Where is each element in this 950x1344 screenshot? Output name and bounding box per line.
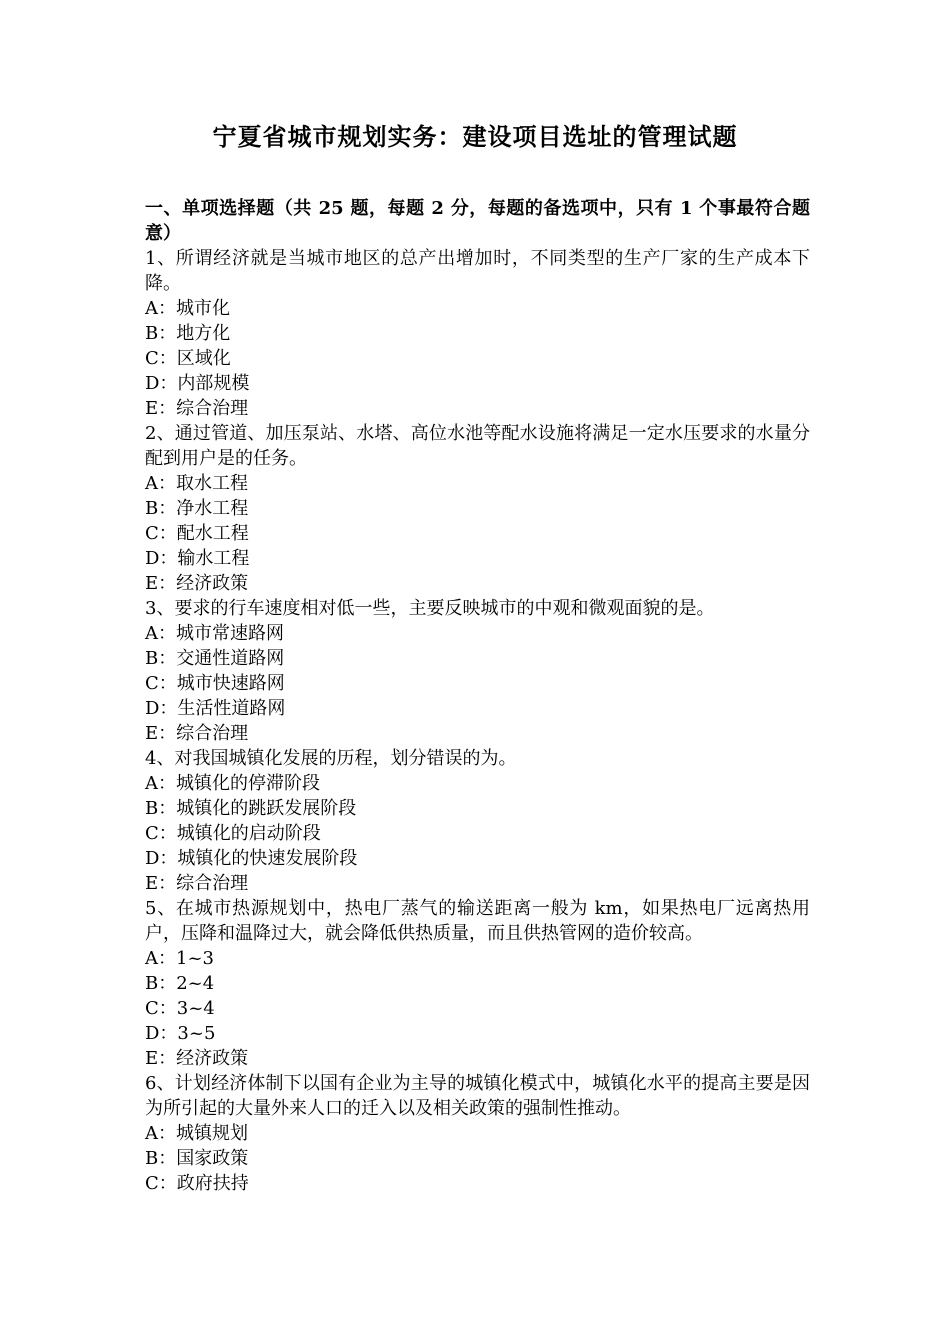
option-d: D：输水工程 bbox=[145, 548, 250, 569]
option-a: A：城市常速路网 bbox=[145, 623, 284, 644]
option-d: D：内部规模 bbox=[145, 373, 250, 394]
option-a: A：1~3 bbox=[145, 948, 214, 969]
document-title: 宁夏省城市规划实务：建设项目选址的管理试题 bbox=[212, 122, 738, 151]
question-5 bbox=[145, 896, 810, 1071]
option-e: E：综合治理 bbox=[145, 873, 249, 894]
option-e: E：经济政策 bbox=[145, 573, 249, 594]
option-c: C：3~4 bbox=[145, 998, 215, 1019]
option-c: C：配水工程 bbox=[145, 523, 249, 544]
question-text: 4、对我国城镇化发展的历程，划分错误的为。 bbox=[145, 748, 517, 769]
option-b: B：交通性道路网 bbox=[145, 648, 285, 669]
option-b: B：城镇化的跳跃发展阶段 bbox=[145, 798, 357, 819]
question-text: 6、计划经济体制下以国有企业为主导的城镇化模式中，城镇化水平的提高主要是因为所引起的大量外来人口的迁入以及相关政策的强制性推动。 bbox=[145, 1073, 810, 1119]
option-a: A：城市化 bbox=[145, 298, 230, 319]
question-text: 5、在城市热源规划中，热电厂蒸气的输送距离一般为 km，如果热电厂远离热用户，压降和温降过大，就会降低供热质量，而且供热管网的造价较高。 bbox=[145, 898, 810, 944]
option-b: B：2~4 bbox=[145, 973, 215, 994]
option-e: E：经济政策 bbox=[145, 1048, 249, 1069]
option-b: B：净水工程 bbox=[145, 498, 249, 519]
option-c: C：区域化 bbox=[145, 348, 231, 369]
document-body bbox=[145, 196, 810, 1196]
question-text: 1、所谓经济就是当城市地区的总产出增加时，不同类型的生产厂家的生产成本下降。 bbox=[145, 248, 810, 294]
option-d: D：3~5 bbox=[145, 1023, 216, 1044]
question-4 bbox=[145, 746, 810, 896]
question-6 bbox=[145, 1071, 810, 1196]
option-e: E：综合治理 bbox=[145, 398, 249, 419]
option-c: C：城市快速路网 bbox=[145, 673, 285, 694]
question-text: 3、要求的行车速度相对低一些，主要反映城市的中观和微观面貌的是。 bbox=[145, 598, 715, 619]
section-heading: 一、单项选择题（共 25 题，每题 2 分，每题的备选项中，只有 1 个事最符合题意） bbox=[145, 198, 810, 244]
option-a: A：城镇规划 bbox=[145, 1123, 248, 1144]
question-1 bbox=[145, 246, 810, 421]
question-2 bbox=[145, 421, 810, 596]
option-e: E：综合治理 bbox=[145, 723, 249, 744]
option-d: D：生活性道路网 bbox=[145, 698, 286, 719]
question-text: 2、通过管道、加压泵站、水塔、高位水池等配水设施将满足一定水压要求的水量分配到用户是的任务。 bbox=[145, 423, 810, 469]
option-b: B：地方化 bbox=[145, 323, 231, 344]
question-3 bbox=[145, 596, 810, 746]
option-b: B：国家政策 bbox=[145, 1148, 249, 1169]
option-a: A：取水工程 bbox=[145, 473, 248, 494]
option-c: C：政府扶持 bbox=[145, 1173, 249, 1194]
option-a: A：城镇化的停滞阶段 bbox=[145, 773, 320, 794]
option-d: D：城镇化的快速发展阶段 bbox=[145, 848, 358, 869]
option-c: C：城镇化的启动阶段 bbox=[145, 823, 321, 844]
